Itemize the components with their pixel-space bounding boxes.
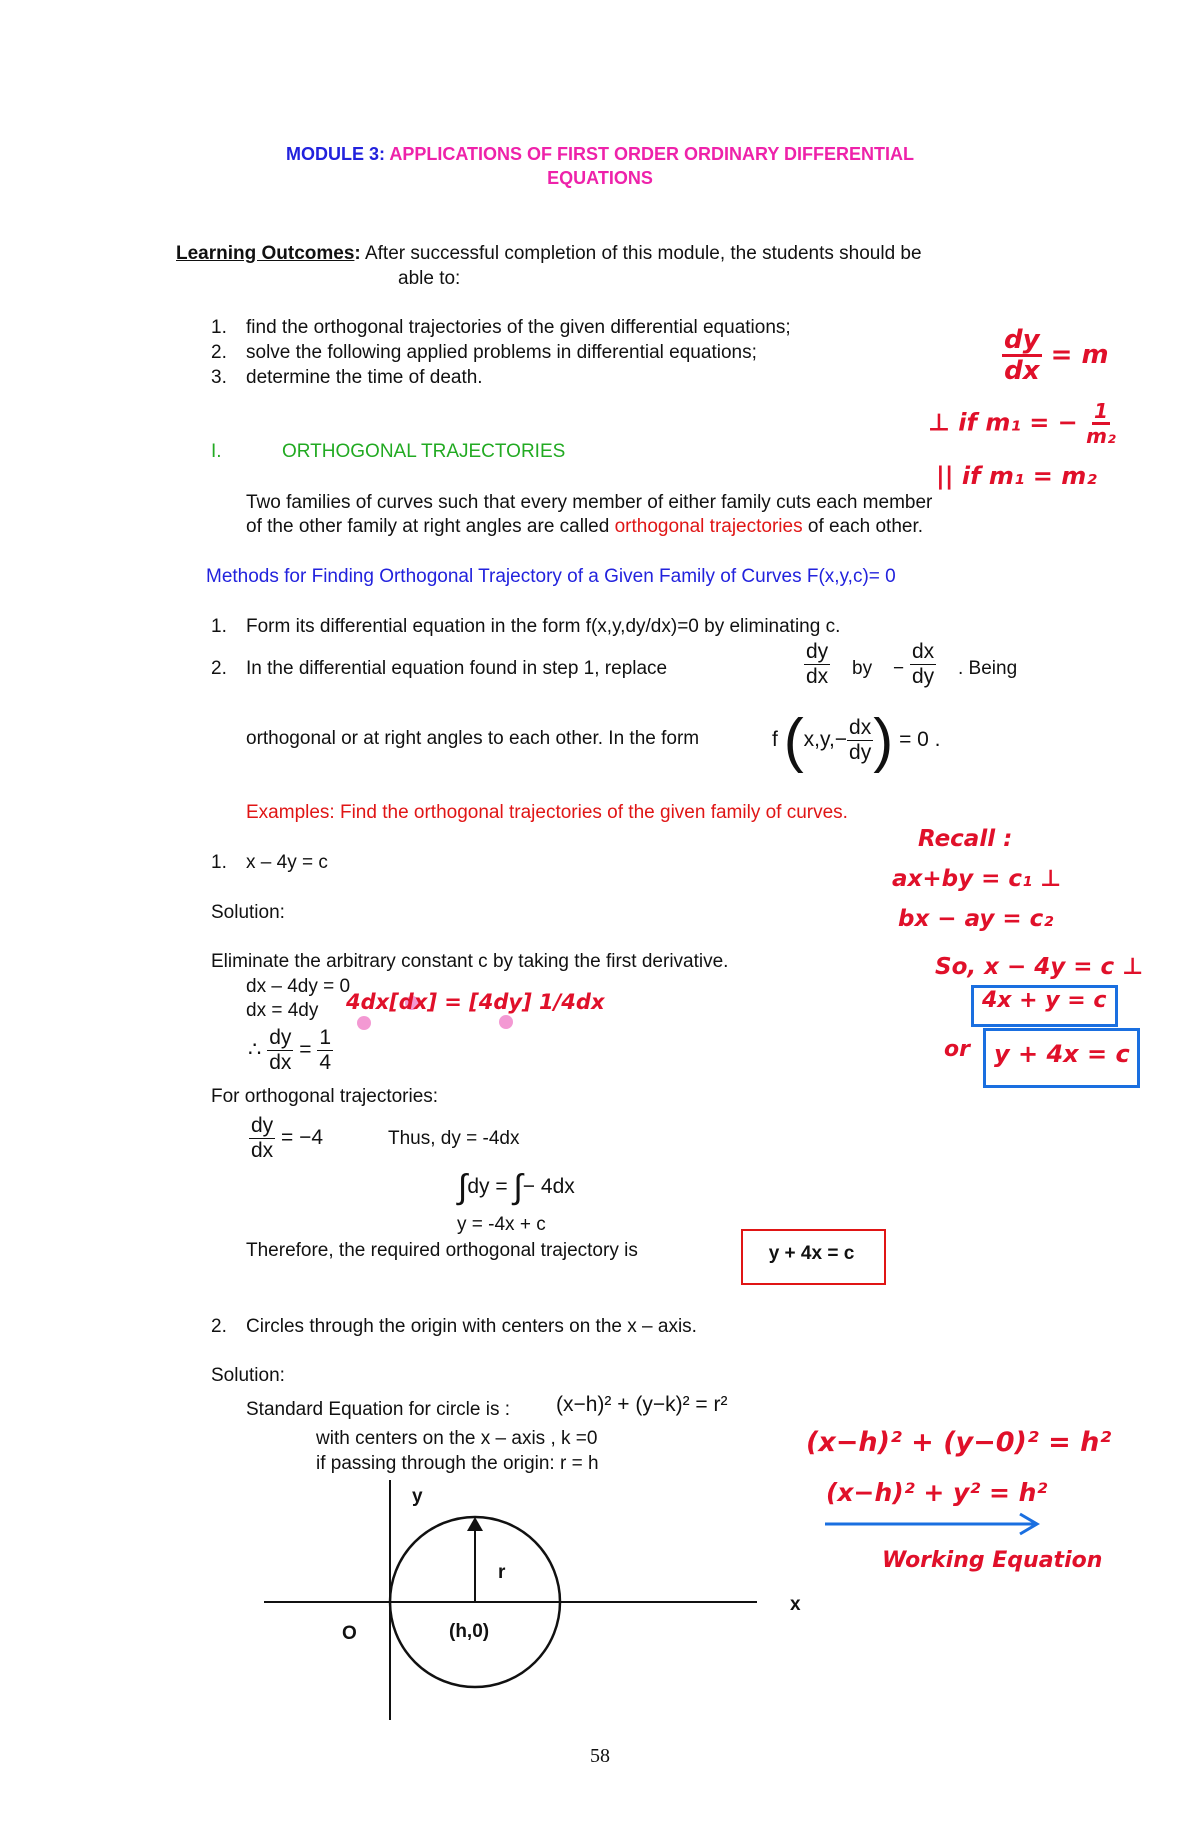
outcome-number-2: 2. [211,342,227,363]
hw-dy: dy [1004,325,1040,355]
diagram-r-label: r [498,1562,506,1583]
f-expression: f (x,y,− $\frac{dx}{dy}$ ) = 0 . [772,706,941,774]
frac-numerator: dy [269,1025,292,1049]
standard-label: Standard Equation for circle is : [246,1399,511,1420]
hw-circle-eq2: (x−h)² + y² = h² [826,1478,1048,1507]
equals-sign: = [299,1038,312,1061]
therefore-symbol: ∴ [248,1038,262,1061]
definition-text-a: of the other family at right angles are called [246,516,615,537]
diagram-origin-label: O [342,1623,357,1644]
frac-denominator: dx [806,665,829,688]
answer-text: y + 4x = c [768,1243,855,1264]
module-title-line1: APPLICATIONS OF FIRST ORDER ORDINARY DIFFERENTIAL [389,144,914,164]
examples-heading: Examples: Find the orthogonal trajectories of the given family of curves. [246,802,848,823]
being-text: . Being [958,658,1018,679]
integration-result: y = -4x + c [457,1214,546,1235]
hw-working-equation: Working Equation [882,1548,1103,1573]
method-step1: Form its differential equation in the form f(x,y,dy/dx)=0 by eliminating c. [246,616,841,637]
method-step2-number: 2. [211,658,227,679]
outcome-item-1: find the orthogonal trajectories of the given differential equations; [246,317,791,338]
frac-denominator: dy [849,740,872,764]
neg4-value: = −4 [281,1126,324,1149]
required-text: Therefore, the required orthogonal trajectory is [246,1240,638,1261]
by-word: by [852,658,873,679]
outcome-number-1: 1. [211,317,227,338]
frac-numerator: dx [849,715,872,739]
method-step1-number: 1. [211,616,227,637]
outcomes-intro-line1: After successful completion of this module, the students should be [364,243,922,264]
hw-perp-num: 1 [1093,399,1108,423]
module-title-line2: EQUATIONS [547,168,653,188]
f-args: x,y,− [803,728,848,751]
outcome-item-3: determine the time of death. [246,367,483,388]
section-numeral: I. [211,441,222,462]
diagram-center-label: (h,0) [449,1621,490,1642]
integral-equals: = [495,1175,508,1199]
derivative-step-b: dx = 4dy [246,1000,319,1021]
hw-so-line: So, x − 4y = c ⊥ [935,954,1144,980]
highlight-dot [499,1015,513,1029]
example2-text: Circles through the origin with centers on the x – axis. [246,1316,697,1337]
learning-outcomes-label: Learning Outcomes [176,243,355,264]
definition-text-c: of each other. [802,516,924,537]
hw-perp-den: m₂ [1086,424,1116,448]
centers-text: with centers on the x – axis , k =0 [316,1428,598,1449]
f-symbol: f [772,728,778,751]
example1-number: 1. [211,852,227,873]
hw-recall-line1: ax+by = c₁ ⊥ [892,866,1062,892]
hw-recall: Recall : [918,826,1013,852]
page-number: 58 [590,1745,610,1767]
integral-rhs: − 4dx [522,1175,575,1199]
for-orthogonal-label: For orthogonal trajectories: [211,1086,439,1107]
frac-numerator: dy [251,1113,274,1137]
definition-line1: Two families of curves such that every member of either family cuts each member [246,492,933,513]
outcomes-intro-line2: able to: [398,268,461,289]
hw-perp-text: ⊥ if m₁ = − [928,408,1078,437]
diagram-x-label: x [790,1594,801,1615]
derivative-step-a: dx – 4dy = 0 [246,976,351,997]
integral-lhs: dy [467,1175,490,1199]
method-step2-text: In the differential equation found in step 1, replace [246,658,668,679]
frac-denominator: dx [251,1138,274,1162]
hw-dx: dx [1004,356,1040,386]
frac-numerator: 1 [319,1025,332,1049]
example1-equation: x – 4y = c [246,852,328,873]
hw-inline-work: 4dx[dx] = [4dy] 1/4dx [346,990,605,1014]
f-equals: = 0 . [899,728,941,751]
minus-sign: − [893,658,905,679]
highlight-dot [357,1016,371,1030]
definition-term: orthogonal trajectories [614,516,803,537]
hw-recall-line2: bx − ay = c₂ [898,906,1054,932]
example2-number: 2. [211,1316,227,1337]
hw-equals-m: = m [1050,340,1109,370]
outcome-number-3: 3. [211,367,227,388]
frac-numerator: dx [912,640,935,663]
hw-perpendicular [928,400,1116,447]
eliminate-text: Eliminate the arbitrary constant c by taking the first derivative. [211,951,729,972]
frac-denominator: dx [269,1050,292,1074]
solution-label: Solution: [211,902,285,923]
hw-box1-text: 4x + y = c [982,988,1107,1013]
hw-slope [1002,326,1109,385]
diagram-y-label: y [412,1486,423,1507]
frac-denominator: 4 [319,1050,332,1074]
module-label: MODULE 3: [285,144,385,164]
passing-text: if passing through the origin: r = h [316,1453,599,1474]
method-step2-continued: orthogonal or at right angles to each other. In the form [246,728,700,749]
frac-numerator: dy [806,640,829,663]
standard-equation: (x−h)² + (y−k)² = r² [556,1393,728,1416]
frac-denominator: dy [912,665,935,688]
outcome-item-2: solve the following applied problems in differential equations; [246,342,757,363]
hw-or: or [944,1037,970,1062]
learning-outcomes-colon: : [354,243,361,264]
hw-parallel: || if m₁ = m₂ [936,462,1097,490]
radius-arrowhead [467,1517,483,1531]
thus-text: Thus, dy = -4dx [388,1128,520,1149]
hw-circle-eq1: (x−h)² + (y−0)² = h² [806,1427,1112,1458]
solution2-label: Solution: [211,1365,285,1386]
section-heading: ORTHOGONAL TRAJECTORIES [282,441,566,462]
hw-box2-text: y + 4x = c [994,1040,1130,1068]
methods-heading: Methods for Finding Orthogonal Trajectory of a Given Family of Curves F(x,y,c)= 0 [206,566,896,587]
integral-equation: ∫dy = ∫− 4dx [458,1168,575,1206]
